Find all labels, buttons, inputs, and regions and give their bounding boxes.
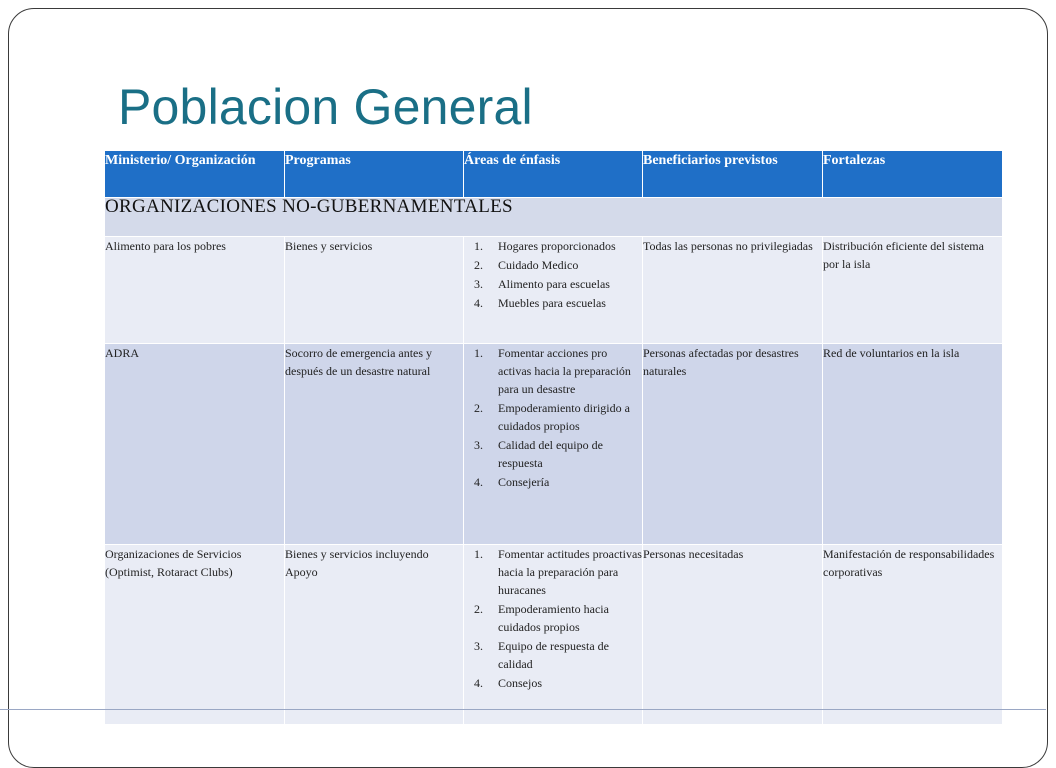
cell-areas <box>464 545 643 725</box>
cell-fortalezas: Distribución eficiente del sistema por la isla <box>823 237 1003 344</box>
cell-beneficiarios: Personas necesitadas <box>643 545 823 725</box>
section-heading: ORGANIZACIONES NO-GUBERNAMENTALES <box>105 198 1003 237</box>
list-item: Fomentar actitudes proactivas hacia la preparación para huracanes <box>498 547 642 597</box>
cell-fortalezas: Manifestación de responsabilidades corporativas <box>823 545 1003 725</box>
list-item: Empoderamiento dirigido a cuidados propios <box>498 401 630 433</box>
areas-list <box>474 545 642 692</box>
table-row <box>105 237 1003 344</box>
cell-areas <box>464 237 643 344</box>
slide-title: Poblacion General <box>118 79 533 135</box>
header-programas: Programas <box>285 151 464 198</box>
list-item: Calidad del equipo de respuesta <box>498 438 603 470</box>
cell-organizacion: Alimento para los pobres <box>105 237 285 344</box>
cell-fortalezas: Red de voluntarios en la isla <box>823 344 1003 545</box>
header-row <box>105 151 1003 198</box>
cell-beneficiarios: Personas afectadas por desastres naturales <box>643 344 823 545</box>
list-item: Empoderamiento hacia cuidados propios <box>498 602 609 634</box>
header-fortalezas: Fortalezas <box>823 151 1003 198</box>
list-item: Equipo de respuesta de calidad <box>498 639 609 671</box>
list-item: Muebles para escuelas <box>498 296 606 310</box>
footer-divider <box>0 709 1046 710</box>
list-item: Fomentar acciones pro activas hacia la preparación para un desastre <box>498 346 631 396</box>
header-areas: Áreas de énfasis <box>464 151 643 198</box>
cell-programas: Bienes y servicios incluyendo Apoyo <box>285 545 464 725</box>
header-organizacion: Ministerio/ Organización <box>105 151 285 198</box>
cell-areas <box>464 344 643 545</box>
header-beneficiarios: Beneficiarios previstos <box>643 151 823 198</box>
list-item: Hogares proporcionados <box>498 239 616 253</box>
cell-programas: Socorro de emergencia antes y después de un desastre natural <box>285 344 464 545</box>
cell-beneficiarios: Todas las personas no privilegiadas <box>643 237 823 344</box>
list-item: Cuidado Medico <box>498 258 579 272</box>
list-item: Consejería <box>498 475 550 489</box>
cell-organizacion: ADRA <box>105 344 285 545</box>
programs-table <box>104 150 1003 725</box>
cell-programas: Bienes y servicios <box>285 237 464 344</box>
list-item: Alimento para escuelas <box>498 277 610 291</box>
cell-organizacion: Organizaciones de Servicios (Optimist, Rotaract Clubs) <box>105 545 285 725</box>
section-row <box>105 198 1003 237</box>
areas-list <box>474 344 642 491</box>
table-row <box>105 545 1003 725</box>
list-item: Consejos <box>498 676 543 690</box>
table-row <box>105 344 1003 545</box>
areas-list <box>474 237 642 312</box>
